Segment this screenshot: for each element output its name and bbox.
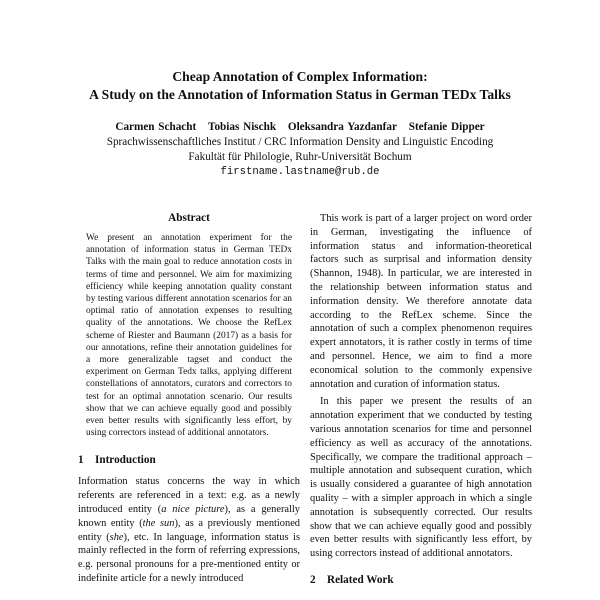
section-number: 1 [78,454,84,467]
body-paragraph: This work is part of a larger project on word order in German, investigating the influence of information status and information-theoretical factors such as surprisal and information density (Shannon, 1948). In particular, we are interested in the relationship between information status and information density. We therefore annotate data according to the RefLex scheme. Since the annotation of such a complex phenomenon requires expert annotators, it is rather costly in terms of time and personnel. Hence, we aim to find a more economical solution to the commonly expensive annotation and curation of information status. [310,213,532,390]
author-names [0,120,600,135]
affiliation-2: Fakultät für Philologie, Ruhr-Universität Bochum [188,151,412,163]
intro-paragraph [78,475,300,585]
section-number: 2 [310,573,316,586]
example-phrase: she [109,531,124,543]
abstract-heading: Abstract [168,212,210,224]
affiliation-1: Sprachwissenschaftliches Institut / CRC Information Density and Linguistic Encoding [106,136,494,148]
abstract-text: We present an annotation experiment for the annotation of information status in German TEDx Talks with the main goal to reduce annotation costs in terms of time and personnel. We aim for maximizing efficiency while keeping annotation quality constant by testing various different annotation scenarios for an optimal ratio of annotation expenses to resulting quality of the annotations. We choose the RefLex scheme of Riester and Baumann (2017) as a basis for our annotations, refine their annotation guidelines for a more generalizable tagset and conduct the experiment on German Tedx talks, applying different constellations of annotators, curators and correctors to test for an optimal annotation scenario. Our results show that we can achieve equally good and possibly even better results with significantly less effort, by using correctors instead of additional annotators. [86,233,292,439]
title-line-1: Cheap Annotation of Complex Information: [172,69,428,84]
section-title: Introduction [95,454,156,467]
section-1-heading [78,453,300,467]
author-name: Oleksandra Yazdanfar [287,121,397,133]
left-column [78,212,300,586]
example-phrase: a nice picture [161,504,225,516]
author-email: firstname.lastname@rub.de [220,166,380,178]
author-name: Stefanie Dipper [408,121,485,133]
section-2-heading [310,573,532,587]
section-title: Related Work [327,573,394,586]
author-block [0,120,600,180]
author-name: Tobias Nischk [208,121,277,133]
author-name: Carmen Schacht [115,121,197,133]
paper-title [0,68,600,104]
text-run: Information status concerns the way in which referents are referenced in a text: e.g. as a newly introduced entity ( [78,476,300,516]
example-phrase: the sun [142,517,175,529]
body-paragraph: In this paper we present the results of an annotation experiment that we conducted by testing various annotation scenarios for time and personnel efficiency as well as accuracy of the annotations. Specifically, we compare the traditional approach – multiple annotation and subsequent curation, which is usually considered a guarantee of high annotation quality – with a simpler approach in which a single annotation is subsequently corrected. Our results show that we can achieve equally good and possibly even better results with significantly less effort, by using correctors instead of additional annotators. [310,396,532,560]
text-run: ), etc. In language, information status is mainly reflected in the form of referring expressions, e.g. personal pronouns for a pre-mentioned entity or indefinite article for a newly introduced [78,531,300,585]
text-run: ), as a generally known entity ( [78,504,300,529]
text-run: ), as a previously mentioned entity ( [78,517,300,543]
title-line-2: A Study on the Annotation of Information Status in German TEDx Talks [89,87,511,102]
right-column [310,212,532,587]
